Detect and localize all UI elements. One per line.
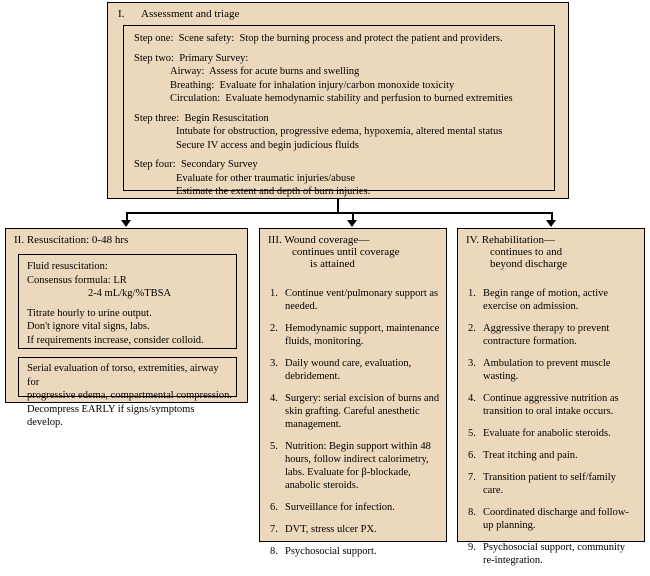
box-wound-header (268, 234, 440, 270)
serial-eval-line3: Decompress EARLY if signs/symptoms develop. (27, 403, 198, 428)
box-resuscitation-title: Resuscitation: 0-48 hrs (26, 234, 129, 246)
step-three-label: Step three: Begin Resuscitation (134, 112, 269, 124)
rehab-item-3-text: Ambulation to prevent muscle wasting. (483, 358, 611, 382)
fluid-resus-line4: Titrate hourly to urine output. (27, 307, 152, 319)
fluid-resus-line1: Fluid resuscitation: (27, 261, 108, 272)
list-item (468, 322, 638, 348)
list-item (270, 322, 440, 348)
fluid-resus-line3: 2-4 mL/kg/%TBSA (87, 288, 172, 299)
box-wound-title-line3: is attained (310, 258, 355, 270)
fluid-resus-line2: Consensus formula: LR (27, 274, 127, 286)
rehab-item-1-number: 1. (468, 288, 476, 299)
rehab-item-6-text: Treat itching and pain. (483, 450, 578, 461)
box-rehabilitation-header (466, 234, 638, 270)
wound-item-2-number: 2. (270, 323, 278, 334)
box-rehabilitation-title-line1: Rehabilitation— (481, 234, 556, 246)
box-wound-coverage (259, 228, 447, 557)
list-item (468, 471, 638, 497)
wound-item-4-number: 4. (270, 393, 278, 404)
wound-item-4-text: Surgery: serial excision of burns and skin grafting. Careful anesthetic management. (285, 393, 440, 430)
arrow-to-resuscitation-icon (121, 220, 131, 227)
box-wound-roman: III. (268, 234, 282, 246)
list-item (270, 523, 440, 536)
list-item (468, 287, 638, 313)
rehab-item-8-number: 8. (468, 507, 476, 518)
assessment-steps-panel (123, 25, 555, 197)
arrow-to-rehabilitation-icon (546, 220, 556, 227)
rehab-item-8-text: Coordinated discharge and follow-up planning. (483, 507, 629, 531)
box-assessment-roman: I. (118, 8, 125, 20)
box-rehabilitation-roman: IV. (466, 234, 479, 246)
rehab-item-9-text: Psychosocial support, community re-integration. (483, 542, 626, 566)
arrow-to-wound-icon (347, 220, 357, 227)
rehab-item-2-text: Aggressive therapy to prevent contracture formation. (483, 323, 610, 347)
wound-item-1-number: 1. (270, 288, 278, 299)
wound-item-3-number: 3. (270, 358, 278, 369)
step-two-label: Step two: Primary Survey: (134, 52, 249, 64)
fluid-resus-line6: If requirements increase, consider colloid. (27, 334, 204, 346)
serial-eval-line1: Serial evaluation of torso, extremities, airway for (27, 363, 222, 388)
list-item (468, 357, 638, 383)
wound-item-8-number: 8. (270, 546, 278, 557)
wound-item-8-text: Psychosocial support. (285, 546, 377, 557)
list-item (270, 545, 440, 558)
rehab-item-9-number: 9. (468, 542, 476, 553)
wound-item-1-text: Continue vent/pulmonary support as needed. (285, 288, 439, 312)
rehab-item-7-text: Transition patient to self/family care. (483, 472, 616, 496)
wound-item-7-number: 7. (270, 524, 278, 535)
rehab-item-5-text: Evaluate for anabolic steroids. (483, 428, 611, 439)
wound-item-5-number: 5. (270, 441, 278, 452)
rehabilitation-item-list (468, 287, 638, 576)
list-item (270, 287, 440, 313)
wound-item-6-number: 6. (270, 502, 278, 513)
box-assessment-and-triage (107, 2, 569, 199)
box-rehabilitation-title-line2: continues to and (490, 246, 563, 258)
fluid-resuscitation-panel (18, 254, 237, 349)
connector-stem-vertical (337, 199, 339, 213)
wound-item-list (270, 287, 440, 567)
rehab-item-4-number: 4. (468, 393, 476, 404)
step-one-text: Step one: Scene safety: Stop the burning process and protect the patient and providers. (134, 33, 503, 44)
step-four-line1: Evaluate for other traumatic injuries/abuse (176, 172, 356, 184)
list-item (270, 501, 440, 514)
box-wound-title-line2: continues until coverage (292, 246, 400, 258)
list-item (468, 449, 638, 462)
list-item (468, 427, 638, 440)
list-item (270, 392, 440, 431)
list-item (270, 357, 440, 383)
step-two-airway: Airway: Assess for acute burns and swelling (170, 66, 360, 77)
wound-item-7-text: DVT, stress ulcer PX. (285, 524, 377, 535)
wound-item-6-text: Surveillance for infection. (285, 502, 395, 513)
step-four-line2: Estimate the extent and depth of burn injuries. (176, 186, 371, 197)
list-item (468, 506, 638, 532)
box-resuscitation (5, 228, 248, 428)
step-four-label: Step four: Secondary Survey (134, 159, 258, 170)
rehab-item-3-number: 3. (468, 358, 476, 369)
serial-evaluation-panel (18, 357, 237, 428)
rehab-item-1-text: Begin range of motion, active exercise on admission. (483, 288, 609, 312)
box-rehabilitation-title-line3: beyond discharge (490, 258, 568, 270)
step-two-breathing: Breathing: Evaluate for inhalation injury/carbon monoxide toxicity (170, 79, 455, 91)
rehab-item-4-text: Continue aggressive nutrition as transition to oral intake occurs. (483, 393, 619, 417)
rehab-item-5-number: 5. (468, 428, 476, 439)
box-resuscitation-roman: II. (14, 234, 25, 246)
step-three-line1: Intubate for obstruction, progressive edema, hypoxemia, altered mental status (176, 126, 503, 137)
list-item (468, 392, 638, 418)
step-two-circulation: Circulation: Evaluate hemodynamic stability and perfusion to burned extremities (170, 93, 513, 104)
connector-horizontal-bus (126, 212, 553, 214)
rehab-item-2-number: 2. (468, 323, 476, 334)
wound-item-5-text: Nutrition: Begin support within 48 hours, follow indirect calorimetry, labs. Evaluate for β-blockade, anabolic steroids. (285, 441, 431, 491)
fluid-resus-line5: Don't ignore vital signs, labs. (27, 321, 150, 332)
box-resuscitation-header (14, 234, 128, 246)
step-three-line2: Secure IV access and begin judicious fluids (176, 139, 359, 151)
box-wound-title-line1: Wound coverage— (284, 234, 370, 246)
box-assessment-title: Assessment and triage (141, 8, 240, 20)
rehab-item-7-number: 7. (468, 472, 476, 483)
wound-item-3-text: Daily wound care, evaluation, debridement. (285, 358, 412, 382)
rehab-item-6-number: 6. (468, 450, 476, 461)
serial-eval-line2: progressive edema, compartmental compression. (27, 390, 232, 401)
wound-item-2-text: Hemodynamic support, maintenance fluids, monitoring. (285, 323, 440, 347)
list-item (270, 440, 440, 492)
box-rehabilitation (457, 228, 645, 566)
